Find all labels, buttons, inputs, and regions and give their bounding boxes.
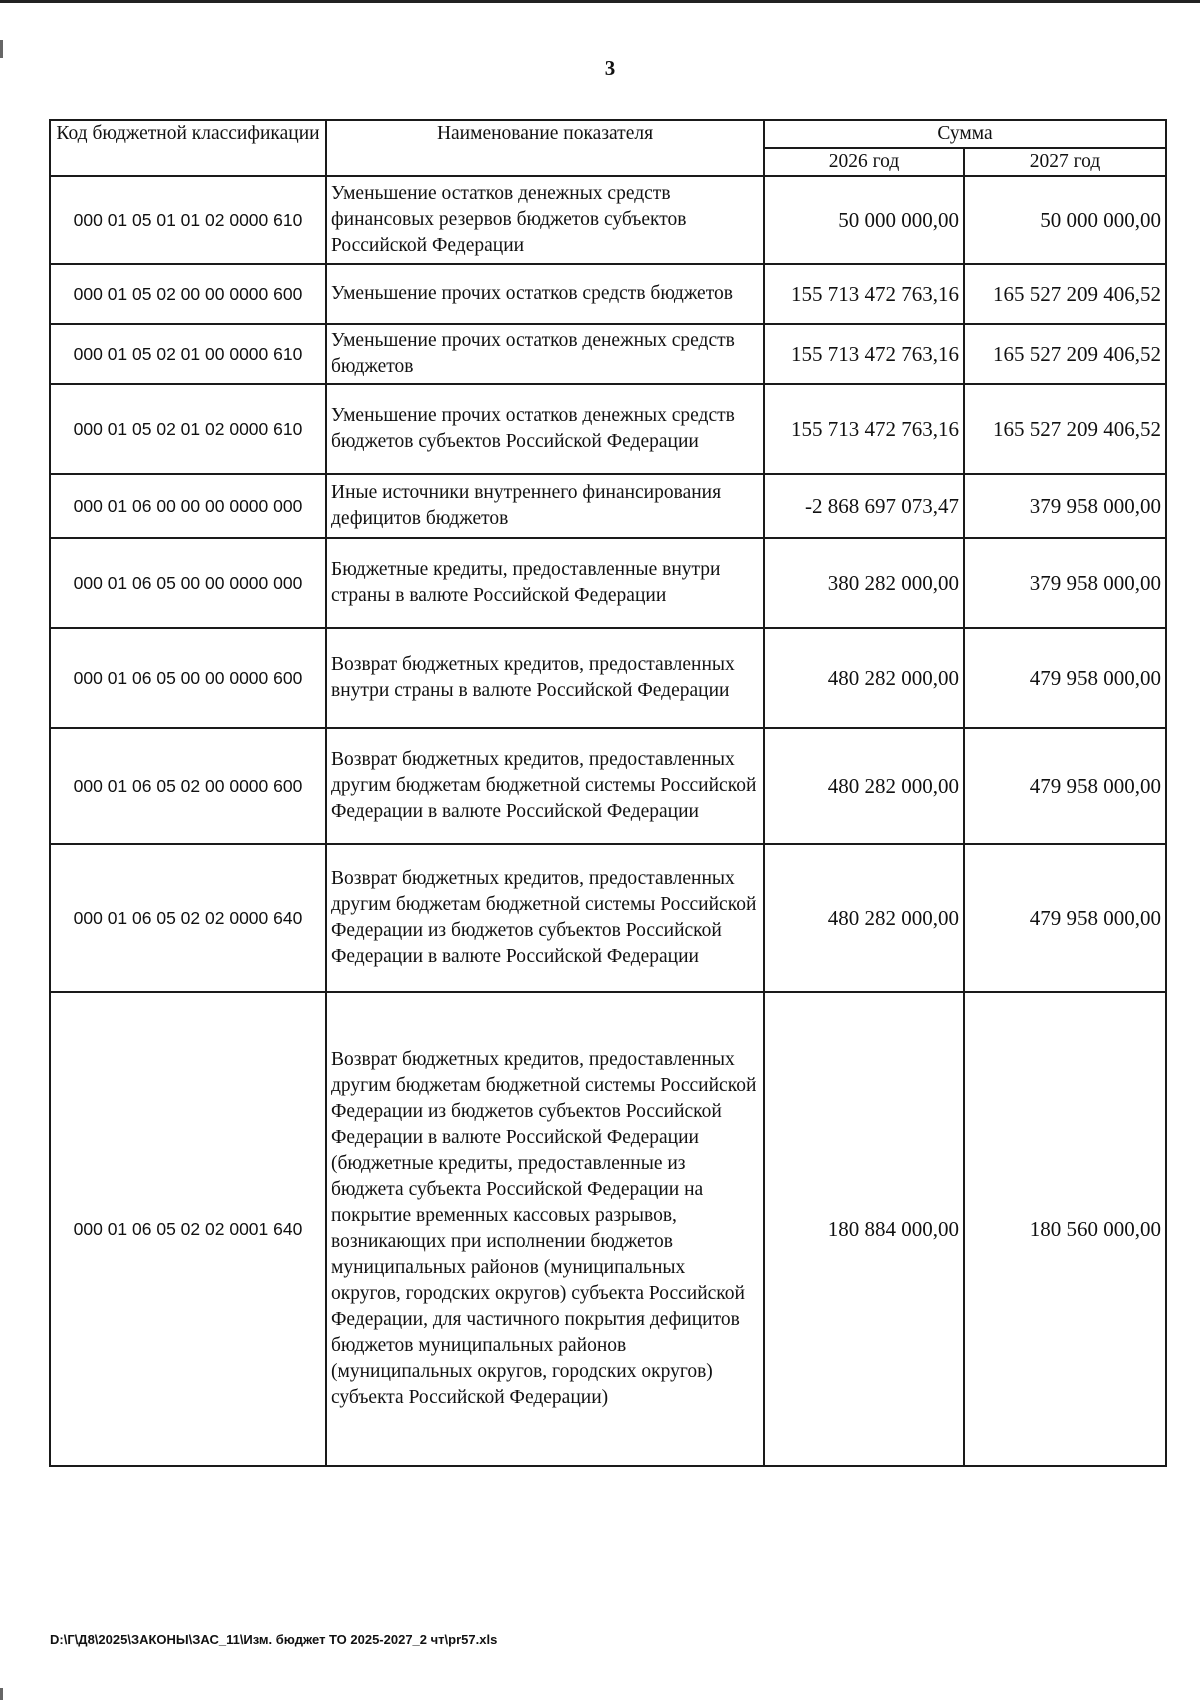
header-name: Наименование показателя (326, 120, 764, 176)
table-row (50, 728, 1166, 844)
row-code: 000 01 05 02 00 00 0000 600 (50, 264, 326, 324)
row-amount-2027: 479 958 000,00 (964, 844, 1166, 992)
top-border-line (0, 0, 1200, 3)
row-name: Бюджетные кредиты, предоставленные внутри страны в валюте Российской Федерации (326, 538, 764, 628)
table-row (50, 628, 1166, 728)
row-amount-2026: 155 713 472 763,16 (764, 324, 964, 384)
header-sum: Сумма (764, 120, 1166, 148)
row-amount-2026: 480 282 000,00 (764, 728, 964, 844)
page-number: 3 (604, 56, 616, 80)
budget-table (49, 119, 1167, 1467)
row-name: Уменьшение прочих остатков денежных средств бюджетов субъектов Российской Федерации (326, 384, 764, 474)
row-name: Возврат бюджетных кредитов, предоставленных внутри страны в валюте Российской Федерации (326, 628, 764, 728)
row-amount-2027: 479 958 000,00 (964, 628, 1166, 728)
row-code: 000 01 06 05 02 02 0000 640 (50, 844, 326, 992)
row-amount-2026: 480 282 000,00 (764, 844, 964, 992)
row-name: Возврат бюджетных кредитов, предоставленных другим бюджетам бюджетной системы Российской Федерации из бюджетов субъектов Российской Федерации в валюте Российской Федерации (326, 844, 764, 992)
header-year-2026: 2026 год (764, 148, 964, 176)
table-row (50, 264, 1166, 324)
table-row (50, 538, 1166, 628)
row-amount-2026: 155 713 472 763,16 (764, 384, 964, 474)
row-amount-2027: 165 527 209 406,52 (964, 384, 1166, 474)
margin-mark (0, 1688, 3, 1700)
row-name: Уменьшение прочих остатков средств бюджетов (326, 264, 764, 324)
row-amount-2026: 380 282 000,00 (764, 538, 964, 628)
table-row (50, 474, 1166, 538)
row-code: 000 01 05 02 01 00 0000 610 (50, 324, 326, 384)
row-name: Возврат бюджетных кредитов, предоставленных другим бюджетам бюджетной системы Российской Федерации в валюте Российской Федерации (326, 728, 764, 844)
row-name: Возврат бюджетных кредитов, предоставленных другим бюджетам бюджетной системы Российской Федерации из бюджетов субъектов Российской Федерации в валюте Российской Федерации (бюджетные кредиты, предоставленные из бюджета субъекта Российской Федерации на покрытие временных кассовых разрывов, возникающих при исполнении бюджетов муниципальных районов (муниципальных округов, городских округов) субъекта Российской Федерации, для частичного покрытия дефицитов бюджетов муниципальных районов (муниципальных округов, городских округов) субъекта Российской Федерации) (326, 992, 764, 1466)
row-amount-2026: -2 868 697 073,47 (764, 474, 964, 538)
row-code: 000 01 06 00 00 00 0000 000 (50, 474, 326, 538)
row-name: Уменьшение прочих остатков денежных средств бюджетов (326, 324, 764, 384)
row-amount-2026: 180 884 000,00 (764, 992, 964, 1466)
row-amount-2026: 155 713 472 763,16 (764, 264, 964, 324)
header-code: Код бюджетной классификации (50, 120, 326, 176)
row-name: Уменьшение остатков денежных средств финансовых резервов бюджетов субъектов Российской Федерации (326, 176, 764, 264)
table-row (50, 176, 1166, 264)
row-amount-2027: 379 958 000,00 (964, 538, 1166, 628)
row-code: 000 01 05 01 01 02 0000 610 (50, 176, 326, 264)
header-year-2027: 2027 год (964, 148, 1166, 176)
row-amount-2027: 50 000 000,00 (964, 176, 1166, 264)
row-code: 000 01 05 02 01 02 0000 610 (50, 384, 326, 474)
row-code: 000 01 06 05 02 02 0001 640 (50, 992, 326, 1466)
row-code: 000 01 06 05 00 00 0000 600 (50, 628, 326, 728)
row-amount-2027: 180 560 000,00 (964, 992, 1166, 1466)
row-code: 000 01 06 05 00 00 0000 000 (50, 538, 326, 628)
table-row (50, 384, 1166, 474)
table-row (50, 324, 1166, 384)
file-path-footer: D:\Г\Д8\2025\ЗАКОНЫ\ЗАС_11\Изм. бюджет ТО 2025-2027_2 чт\pr57.xls (50, 1632, 498, 1647)
row-amount-2026: 50 000 000,00 (764, 176, 964, 264)
row-amount-2027: 379 958 000,00 (964, 474, 1166, 538)
row-amount-2026: 480 282 000,00 (764, 628, 964, 728)
row-amount-2027: 165 527 209 406,52 (964, 324, 1166, 384)
row-amount-2027: 165 527 209 406,52 (964, 264, 1166, 324)
row-code: 000 01 06 05 02 00 0000 600 (50, 728, 326, 844)
table-row (50, 844, 1166, 992)
table-row (50, 992, 1166, 1466)
row-name: Иные источники внутреннего финансирования дефицитов бюджетов (326, 474, 764, 538)
row-amount-2027: 479 958 000,00 (964, 728, 1166, 844)
